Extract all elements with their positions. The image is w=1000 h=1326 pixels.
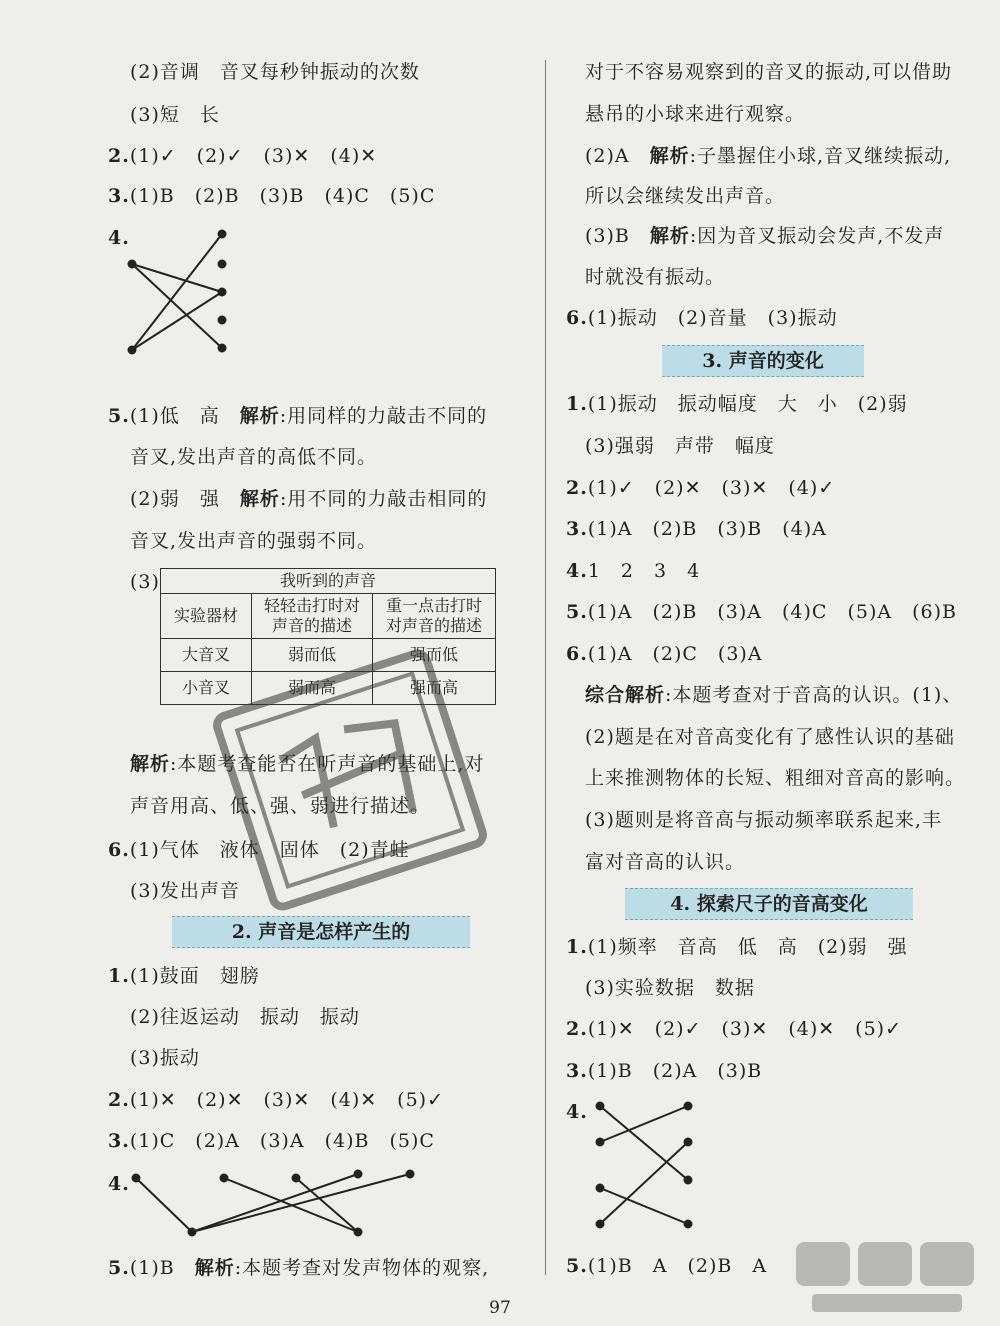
s3-q1-number: 1. bbox=[566, 393, 588, 415]
s2-q2-number: 2. bbox=[108, 1089, 130, 1111]
s3-q5-number: 5. bbox=[566, 601, 588, 623]
dot bbox=[129, 261, 136, 268]
q5-answer-1: (1)低 高 bbox=[129, 405, 240, 427]
s4-q5 bbox=[566, 1252, 767, 1280]
q6-answers: (1)振动 (2)音量 (3)振动 bbox=[587, 307, 838, 329]
analysis-label: 解析 bbox=[194, 1257, 235, 1279]
comp-line-1 bbox=[585, 681, 962, 709]
s3-q5-answers: (1)A (2)B (3)A (4)C (5)A (6)B bbox=[587, 601, 957, 623]
s3-q6-number: 6. bbox=[566, 643, 588, 665]
q5-answer-2: (2)弱 强 bbox=[130, 488, 240, 510]
q3-answers: (1)B (2)B (3)B (4)C (5)C bbox=[129, 185, 436, 207]
s2-q1-line-2: (2)往返运动 振动 振动 bbox=[130, 1006, 360, 1028]
q5-part-3: (3) bbox=[130, 571, 160, 593]
header-2-line-2: 声音的描述 bbox=[271, 616, 352, 635]
left-line-1: (2)音调 音叉每秒钟振动的次数 bbox=[130, 61, 420, 83]
s4-q1-line-2: (3)实验数据 数据 bbox=[585, 977, 755, 999]
s4-q4-number: 4. bbox=[566, 1101, 588, 1123]
table-title: 我听到的声音 bbox=[161, 569, 496, 594]
comp-line-3: 上来推测物体的长短、粗细对音高的影响。 bbox=[585, 767, 966, 789]
s3-q5 bbox=[566, 598, 957, 626]
s4-q5-answers: (1)B A (2)B A bbox=[587, 1255, 768, 1277]
left-line-2: (3)短 长 bbox=[130, 104, 220, 126]
section-2-heading: 2. 声音是怎样产生的 bbox=[172, 916, 470, 948]
s2-q3 bbox=[108, 1127, 435, 1155]
s3-q2-answers: (1)✓ (2)✕ (3)✕ (4)✓ bbox=[587, 477, 836, 499]
comp-text-1: :本题考查对于音高的认识。(1)、 bbox=[665, 684, 963, 706]
table-cell: 大音叉 bbox=[161, 639, 252, 672]
analysis-text-1: :本题考查能否在听声音的基础上,对 bbox=[170, 753, 485, 775]
table-cell: 小音叉 bbox=[161, 672, 252, 705]
header-3-line-1: 重一点击打时 bbox=[385, 596, 482, 615]
page-number: 97 bbox=[489, 1298, 511, 1318]
header-3-line-2: 对声音的描述 bbox=[385, 616, 482, 635]
answer: (3)B bbox=[585, 225, 650, 247]
right-line-4: 所以会继续发出声音。 bbox=[585, 185, 786, 207]
s2-q3-number: 3. bbox=[108, 1130, 130, 1152]
s2-q2 bbox=[108, 1086, 444, 1114]
header-2-line-1: 轻轻击打时对 bbox=[263, 596, 360, 615]
s2-q5-answer: (1)B bbox=[129, 1257, 195, 1279]
matching-diagram-3 bbox=[590, 1096, 700, 1236]
q6-number: 6. bbox=[108, 839, 130, 861]
s4-q2-number: 2. bbox=[566, 1018, 588, 1040]
s2-q4-number: 4. bbox=[108, 1173, 130, 1195]
right-q6 bbox=[566, 304, 838, 332]
analysis-text: :因为音叉振动会发声,不发声 bbox=[689, 225, 945, 247]
s4-q4 bbox=[566, 1098, 588, 1126]
s3-q4-number: 4. bbox=[566, 560, 588, 582]
q5-analysis-2: :用不同的力敲击相同的 bbox=[279, 488, 488, 510]
table-cell: 强而高 bbox=[373, 672, 496, 705]
s3-q6-answers: (1)A (2)C (3)A bbox=[587, 643, 763, 665]
s2-q3-answers: (1)C (2)A (3)A (4)B (5)C bbox=[129, 1130, 435, 1152]
right-line-5 bbox=[585, 222, 944, 250]
analysis-label: 解析 bbox=[239, 488, 280, 510]
s2-q1-line-3: (3)振动 bbox=[130, 1047, 200, 1069]
analysis-label: 解析 bbox=[130, 753, 171, 775]
q5-line-3 bbox=[130, 485, 487, 513]
answer: (2)A bbox=[585, 145, 650, 167]
analysis-label: 解析 bbox=[239, 405, 280, 427]
column-divider bbox=[545, 60, 546, 1275]
analysis-label: 解析 bbox=[649, 225, 690, 247]
q6-line-2: (3)发出声音 bbox=[130, 880, 240, 902]
s2-q2-answers: (1)✕ (2)✕ (3)✕ (4)✕ (5)✓ bbox=[129, 1089, 445, 1111]
table-cell: 强而低 bbox=[373, 639, 496, 672]
matching-diagram-2 bbox=[126, 1164, 426, 1244]
q5-analysis-1: :用同样的力敲击不同的 bbox=[279, 405, 488, 427]
right-line-3 bbox=[585, 142, 951, 170]
s4-q3-number: 3. bbox=[566, 1060, 588, 1082]
s2-q1-number: 1. bbox=[108, 965, 130, 987]
right-line-6: 时就没有振动。 bbox=[585, 266, 726, 288]
s3-q3 bbox=[566, 515, 827, 543]
analysis-line-2: 声音用高、低、强、弱进行描述。 bbox=[130, 795, 431, 817]
s4-q3 bbox=[566, 1057, 762, 1085]
s2-q5-number: 5. bbox=[108, 1257, 130, 1279]
analysis-label: 解析 bbox=[649, 145, 690, 167]
s2-q1-line-1 bbox=[108, 962, 260, 990]
comp-line-5: 富对音高的认识。 bbox=[585, 851, 746, 873]
s3-q1-line-2: (3)强弱 声带 幅度 bbox=[585, 435, 775, 457]
s4-q2-answers: (1)✕ (2)✓ (3)✕ (4)✕ (5)✓ bbox=[587, 1018, 903, 1040]
q4-number: 4. bbox=[108, 227, 130, 249]
right-line-1: 对于不容易观察到的音叉的振动,可以借助 bbox=[585, 61, 953, 83]
s3-q1-line-1 bbox=[566, 390, 908, 418]
q5-line-4: 音叉,发出声音的强弱不同。 bbox=[130, 530, 378, 552]
s4-q1-line-1 bbox=[566, 933, 908, 961]
s4-q2 bbox=[566, 1015, 902, 1043]
stamp-icon bbox=[210, 620, 490, 940]
s2-q1-answer-1: (1)鼓面 翅膀 bbox=[129, 965, 260, 987]
analysis-text: :子墨握住小球,音叉继续振动, bbox=[689, 145, 952, 167]
q3-number: 3. bbox=[108, 185, 130, 207]
table-header-1: 实验器材 bbox=[161, 594, 252, 639]
q5-line-1 bbox=[108, 402, 487, 430]
s3-q4 bbox=[566, 557, 700, 585]
s4-q1-answer: (1)频率 音高 低 高 (2)弱 强 bbox=[587, 936, 908, 958]
watermark-logo-icon bbox=[792, 1238, 982, 1318]
s3-q2-number: 2. bbox=[566, 477, 588, 499]
q6-answers-1: (1)气体 液体 固体 (2)青蛙 bbox=[129, 839, 410, 861]
s3-q4-answers: 1 2 3 4 bbox=[587, 560, 701, 582]
q5-number: 5. bbox=[108, 405, 130, 427]
s2-q5 bbox=[108, 1254, 489, 1282]
q2 bbox=[108, 142, 377, 170]
s3-q6 bbox=[566, 640, 763, 668]
section-3-heading: 3. 声音的变化 bbox=[662, 345, 864, 377]
table-cell: 弱而高 bbox=[252, 672, 373, 705]
comp-line-2: (2)题是在对音高变化有了感性认识的基础 bbox=[585, 726, 955, 748]
s3-q3-number: 3. bbox=[566, 518, 588, 540]
s4-q3-answers: (1)B (2)A (3)B bbox=[587, 1060, 763, 1082]
s3-q3-answers: (1)A (2)B (3)B (4)A bbox=[587, 518, 827, 540]
right-line-2: 悬吊的小球来进行观察。 bbox=[585, 103, 806, 125]
matching-diagram-1 bbox=[120, 222, 240, 372]
s3-q2 bbox=[566, 474, 835, 502]
comprehensive-analysis-label: 综合解析 bbox=[585, 684, 666, 706]
s4-q5-number: 5. bbox=[566, 1255, 588, 1277]
q3 bbox=[108, 182, 435, 210]
s4-q1-number: 1. bbox=[566, 936, 588, 958]
q6-number: 6. bbox=[566, 307, 588, 329]
comp-line-4: (3)题则是将音高与振动频率联系起来,丰 bbox=[585, 809, 942, 831]
s2-q5-analysis: :本题考查对发声物体的观察, bbox=[234, 1257, 490, 1279]
q2-number: 2. bbox=[108, 145, 130, 167]
section-4-heading: 4. 探索尺子的音高变化 bbox=[625, 888, 913, 920]
s3-q1-answer: (1)振动 振动幅度 大 小 (2)弱 bbox=[587, 393, 908, 415]
table-cell: 弱而低 bbox=[252, 639, 373, 672]
q5-line-2: 音叉,发出声音的高低不同。 bbox=[130, 446, 378, 468]
q2-answers: (1)✓ (2)✓ (3)✕ (4)✕ bbox=[129, 145, 378, 167]
